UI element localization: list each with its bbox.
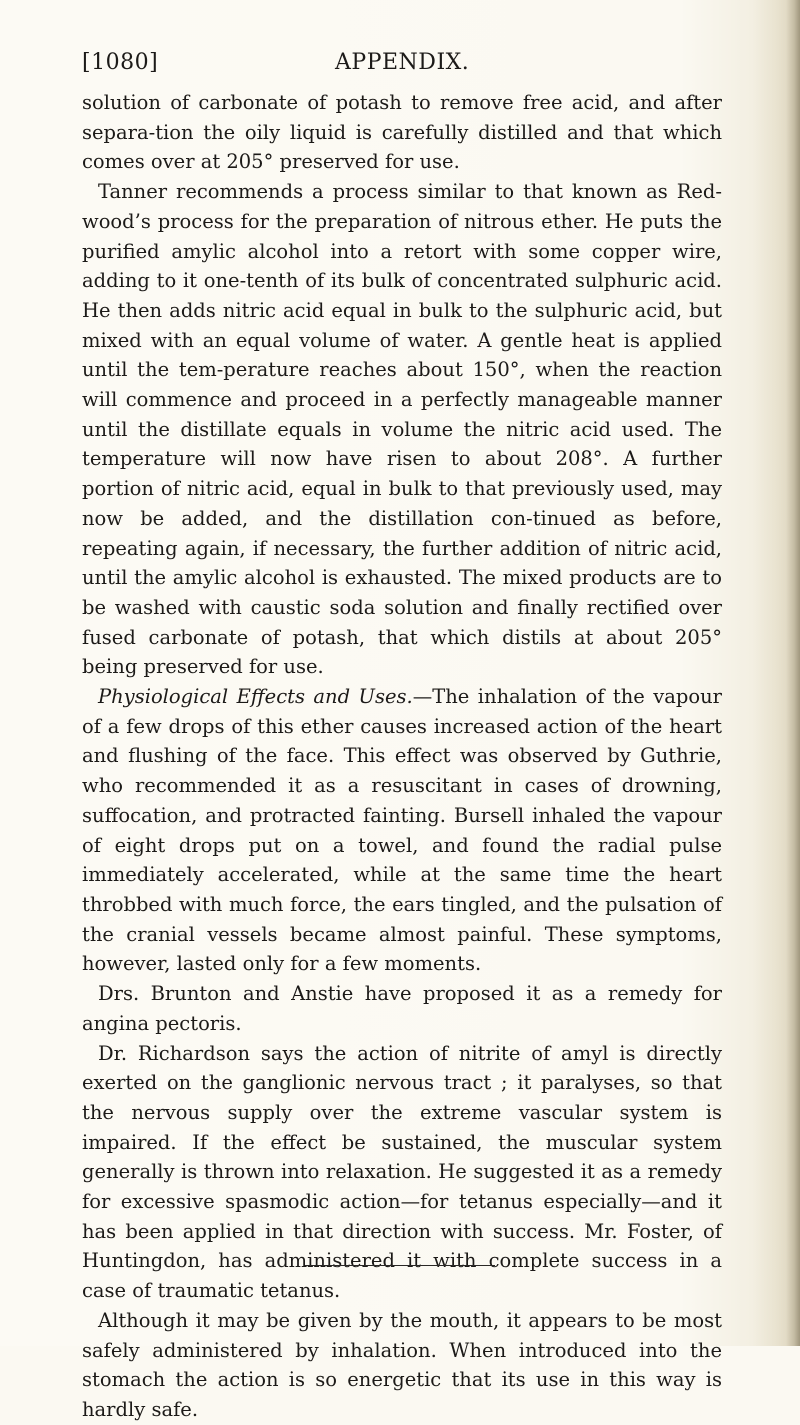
paragraph-continued: solution of carbonate of potash to remove free acid, and after separa-tion the oily liquid is carefully distilled and that which comes over at 205° preserved for use. (82, 91, 722, 174)
paragraph-administration: Although it may be given by the mouth, it appears to be most safely administered by inhalation. When introduced into the stomach the action is so energetic that its use in this way is hardly safe. (82, 1308, 722, 1421)
body-text (82, 88, 722, 1425)
page-header (82, 50, 720, 90)
paragraph-angina: Drs. Brunton and Anstie have proposed it as a remedy for angina pectoris. (82, 982, 722, 1035)
paragraph-physiological-effects (82, 682, 722, 979)
running-head: APPENDIX. (335, 50, 470, 75)
page-edge-shadow (786, 0, 800, 1346)
paragraph-physiological-effects-text: —The inhalation of the vapour of a few drops of this ether causes increased action of the heart and flushing of the face. This effect was observed by Guthrie, who recommended it as a resuscitant in cases of drowning, suffocation, and protracted fainting. Bursell inhaled the vapour of eight drops put on a towel, and found the radial pulse immediately accelerated, while at the same time the heart throbbed with much force, the ears tingled, and the pulsation of the cranial vessels became almost painful. These symptoms, however, lasted only for a few moments. (82, 685, 722, 976)
paragraph-tanner-process: Tanner recommends a process similar to that known as Red-wood’s process for the preparation of nitrous ether. He puts the purified amylic alcohol into a retort with some copper wire, adding to it one-tenth of its bulk of concentrated sulphuric acid. He then adds nitric acid equal in bulk to the sulphuric acid, but mixed with an equal volume of water. A gentle heat is applied until the tem-perature reaches about 150°, when the reaction will commence and proceed in a perfectly manageable manner until the distillate equals in volume the nitric acid used. The temperature will now have risen to about 208°. A further portion of nitric acid, equal in bulk to that previously used, may now be added, and the distillation con-tinued as before, repeating again, if necessary, the further addition of nitric acid, until the amylic alcohol is exhausted. The mixed products are to be washed with caustic soda solution and finally rectified over fused carbonate of potash, that which distils at about 205° being preserved for use. (82, 180, 722, 679)
page-number: [1080] (82, 50, 159, 75)
end-rule (305, 1265, 495, 1266)
paragraph-richardson: Dr. Richardson says the action of nitrite of amyl is directly exerted on the ganglionic nervous tract ; it paralyses, so that the nervous supply over the extreme vascular system is impaired. If the effect be sustained, the muscular system generally is thrown into relaxation. He suggested it as a remedy for excessive spasmodic action—for tetanus especially—and it has been applied in that direction with success. Mr. Foster, of Huntingdon, has administered it with complete success in a case of traumatic tetanus. (82, 1041, 722, 1303)
section-heading: Physiological Effects and Uses. (98, 685, 413, 709)
